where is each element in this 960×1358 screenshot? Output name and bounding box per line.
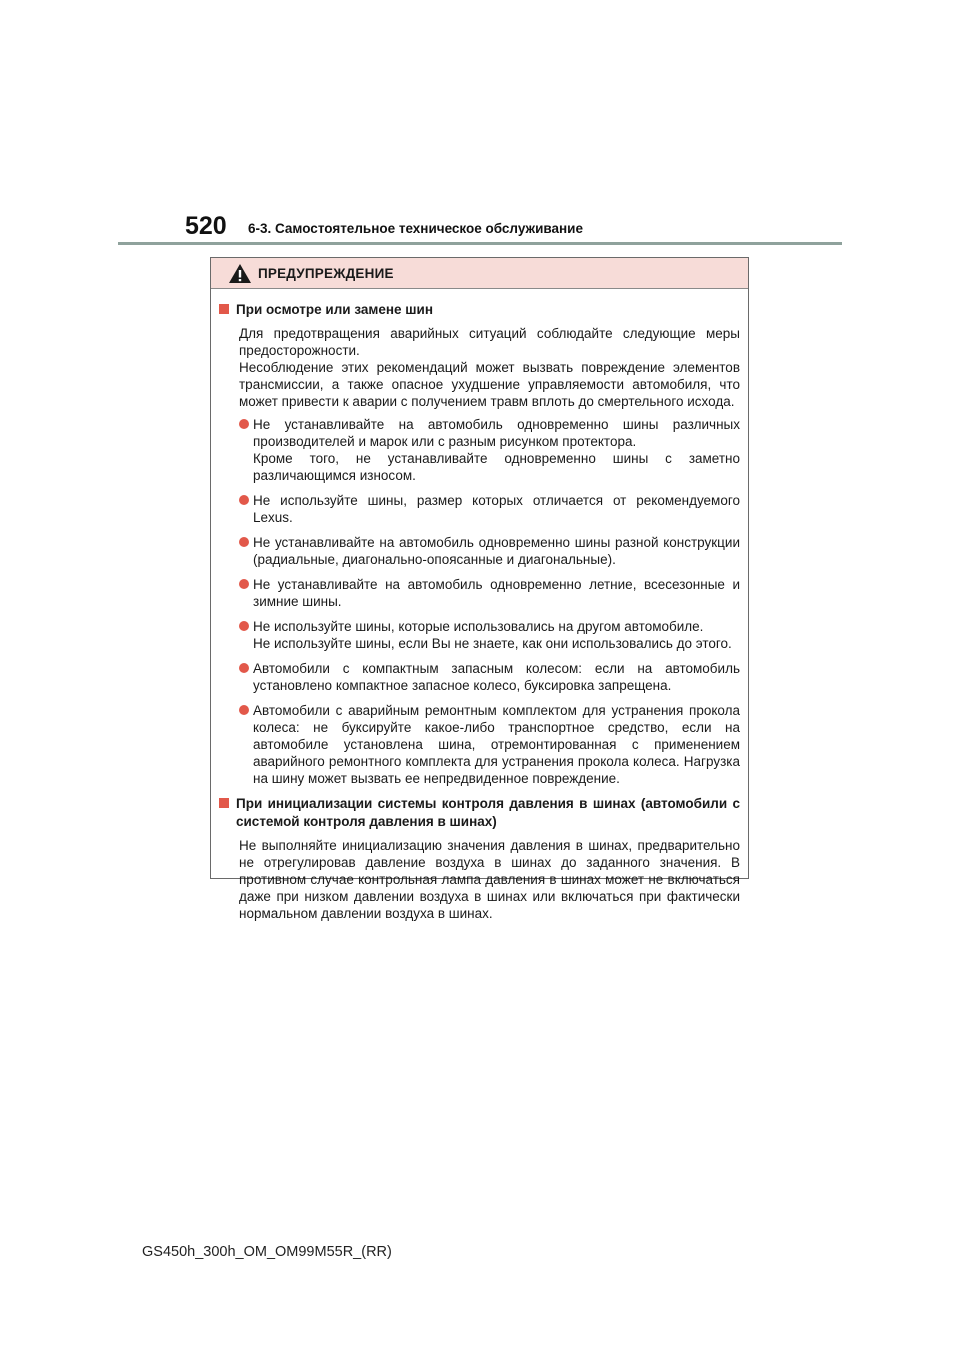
bullet-item bbox=[239, 416, 740, 484]
footer-doc-id: GS450h_300h_OM_OM99M55R_(RR) bbox=[142, 1244, 392, 1260]
bullet-text bbox=[253, 702, 740, 787]
warning-header bbox=[211, 258, 748, 289]
paragraph bbox=[239, 837, 740, 922]
round-bullet-icon bbox=[239, 419, 249, 429]
bullet-item bbox=[239, 534, 740, 568]
round-bullet-icon bbox=[239, 663, 249, 673]
bullet-line: Не устанавливайте на автомобиль одновременно шины разной конструкции (радиальные, диагонально-опоясанные и диагональные). bbox=[253, 535, 740, 567]
bullet-line: Автомобили с аварийным ремонтным комплектом для устранения прокола колеса: не буксируйте какое-либо транспортное средство, если на автомобиле установлена шина, отремонтированная с применением аварийного ремонтного комплекта для устранения прокола колеса. Нагрузка на шину может вызвать ее непредвиденное повреждение. bbox=[253, 703, 740, 786]
bullet-item bbox=[239, 492, 740, 526]
bullet-line: Кроме того, не устанавливайте одновременно шины с заметно различающимся износом. bbox=[253, 451, 740, 483]
round-bullet-icon bbox=[239, 621, 249, 631]
bullet-text bbox=[253, 492, 740, 526]
subheading-tire-inspection bbox=[219, 301, 740, 319]
round-bullet-icon bbox=[239, 495, 249, 505]
header-rule bbox=[118, 242, 842, 245]
page-number: 520 bbox=[185, 212, 227, 240]
round-bullet-icon bbox=[239, 537, 249, 547]
paragraph-line: Несоблюдение этих рекомендаций может вызвать повреждение элементов трансмиссии, а также опасное ухудшение управляемости автомобиля, что может привести к аварии с получением травм вплоть до смертельного исхода. bbox=[239, 360, 740, 409]
warning-title: ПРЕДУПРЕЖДЕНИЕ bbox=[258, 265, 394, 281]
subheading-tpms-init bbox=[219, 795, 740, 831]
bullet-text bbox=[253, 416, 740, 484]
bullet-line: Не устанавливайте на автомобиль одновременно летние, всесезонные и зимние шины. bbox=[253, 577, 740, 609]
bullet-line: Не используйте шины, размер которых отличается от рекомендуемого Lexus. bbox=[253, 493, 740, 525]
bullet-text bbox=[253, 660, 740, 694]
bullet-text bbox=[253, 534, 740, 568]
subheading-text: При инициализации системы контроля давления в шинах (автомобили с системой контроля давления в шинах) bbox=[236, 796, 740, 829]
bullet-item bbox=[239, 576, 740, 610]
round-bullet-icon bbox=[239, 705, 249, 715]
warning-body bbox=[211, 289, 748, 922]
bullet-text bbox=[253, 618, 740, 652]
bullet-text bbox=[253, 576, 740, 610]
bullet-line: Автомобили с компактным запасным колесом: если на автомобиль установлено компактное запасное колесо, буксировка запрещена. bbox=[253, 661, 740, 693]
square-bullet-icon bbox=[219, 798, 229, 808]
bullet-item bbox=[239, 618, 740, 652]
round-bullet-icon bbox=[239, 579, 249, 589]
bullet-item bbox=[239, 702, 740, 787]
bullet-line: Не используйте шины, если Вы не знаете, как они использовались до этого. bbox=[253, 636, 732, 651]
paragraph-line: Для предотвращения аварийных ситуаций соблюдайте следующие меры предосторожности. bbox=[239, 326, 740, 358]
bullet-item bbox=[239, 660, 740, 694]
bullet-line: Не устанавливайте на автомобиль одновременно шины различных производителей и марок или с разным рисунком протектора. bbox=[253, 417, 740, 449]
paragraph bbox=[239, 325, 740, 410]
subheading-text: При осмотре или замене шин bbox=[236, 302, 433, 317]
warning-triangle-icon bbox=[228, 263, 252, 284]
paragraph-line: Не выполняйте инициализацию значения давления в шинах, предварительно не отрегулировав давление воздуха в шинах до заданного значения. В противном случае контрольная лампа давления в шинах может не включаться даже при низком давлении воздуха в шинах или включаться при фактически нормальном давлении воздуха в шинах. bbox=[239, 838, 740, 921]
bullet-line: Не используйте шины, которые использовались на другом автомобиле. bbox=[253, 619, 704, 634]
warning-box bbox=[210, 257, 749, 921]
section-title: 6-3. Самостоятельное техническое обслуживание bbox=[248, 221, 583, 236]
square-bullet-icon bbox=[219, 304, 229, 314]
